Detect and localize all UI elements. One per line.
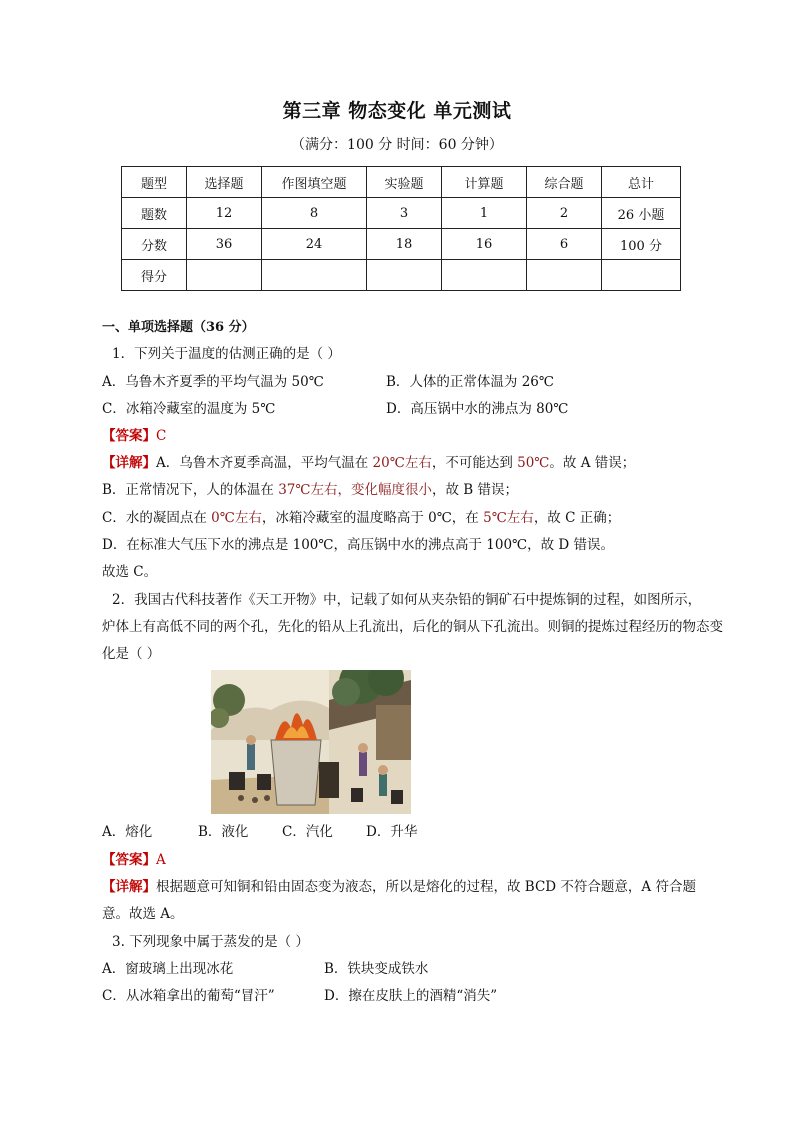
- illustration-svg: [211, 670, 411, 814]
- q3-option-c: C．从冰箱拿出的葡萄“冒汗”: [102, 988, 275, 1004]
- table-cell: 8: [262, 198, 367, 229]
- table-cell: 12: [187, 198, 262, 229]
- q1-conclusion: 故选 C。: [102, 564, 158, 580]
- detail-text: ，故 C 正确；: [533, 510, 621, 526]
- q1-detail-line-1: [102, 453, 635, 473]
- detail-label: 【详解】: [102, 879, 156, 895]
- page-title: 第三章 物态变化 单元测试: [282, 100, 512, 122]
- table-cell: 24: [262, 229, 367, 260]
- score-input-cell[interactable]: [527, 260, 602, 291]
- detail-text: ，故 B 错误；: [432, 482, 519, 498]
- q2-option-d: D．升华: [366, 824, 418, 840]
- q3-option-a: A．窗玻璃上出现冰花: [102, 961, 234, 977]
- q1-detail-line-3: [102, 508, 620, 528]
- detail-text: 根据题意可知铜和铅由固态变为液态，所以是熔化的过程，故 BCD 不符合题意，A 符合题: [156, 879, 696, 895]
- score-table: [121, 166, 681, 291]
- detail-label: 【详解】: [102, 455, 156, 471]
- table-header-cell: 实验题: [367, 167, 442, 198]
- table-header-cell: 作图填空题: [262, 167, 367, 198]
- table-cell: 100 分: [602, 229, 681, 260]
- score-input-cell[interactable]: [262, 260, 367, 291]
- detail-text: C．水的凝固点在: [102, 510, 212, 526]
- q1-option-a: A．乌鲁木齐夏季的平均气温为 50℃: [102, 374, 324, 390]
- table-cell: 分数: [122, 229, 187, 260]
- q2-option-a: A．熔化: [102, 824, 153, 840]
- answer-value: A: [156, 852, 166, 868]
- table-cell: 得分: [122, 260, 187, 291]
- table-cell: 36: [187, 229, 262, 260]
- table-cell: 16: [442, 229, 527, 260]
- table-header-cell: 综合题: [527, 167, 602, 198]
- q1-option-b: B．人体的正常体温为 26℃: [386, 374, 554, 390]
- table-cell: 18: [367, 229, 442, 260]
- question-2-stem-line-2: 炉体上有高低不同的两个孔，先化的铅从上孔流出，后化的铜从下孔流出。则铜的提炼过程经历的物态变: [102, 619, 723, 635]
- q1-option-c: C．冰箱冷藏室的温度为 5℃: [102, 401, 276, 417]
- score-input-cell[interactable]: [442, 260, 527, 291]
- q2-option-b: B．液化: [198, 824, 249, 840]
- answer-label: 【答案】: [102, 428, 156, 444]
- detail-text: 。故 A 错误；: [549, 455, 636, 471]
- q1-detail-line-4: D．在标准大气压下水的沸点是 100℃，高压锅中水的沸点高于 100℃，故 D 错误。: [102, 537, 615, 553]
- q1-option-d: D．高压锅中水的沸点为 80℃: [386, 401, 569, 417]
- q1-answer: [102, 426, 166, 446]
- table-row: [122, 260, 681, 291]
- table-cell: 3: [367, 198, 442, 229]
- section-heading: 一、单项选择题（36 分）: [102, 320, 255, 335]
- question-2-stem-line-3: 化是（ ）: [102, 646, 161, 662]
- question-3-stem: 3. 下列现象中属于蒸发的是（ ）: [112, 934, 309, 950]
- copper-smelting-illustration: [211, 670, 411, 814]
- table-header-cell: 总计: [602, 167, 681, 198]
- score-input-cell[interactable]: [187, 260, 262, 291]
- question-2-stem-line-1: 2．我国古代科技著作《天工开物》中，记载了如何从夹杂铅的铜矿石中提炼铜的过程，如图所示，: [112, 592, 702, 608]
- detail-text: ，不可能达到: [431, 455, 518, 471]
- answer-label: 【答案】: [102, 852, 156, 868]
- table-row: [122, 229, 681, 260]
- detail-highlight: 5℃左右: [483, 510, 534, 526]
- table-header-cell: 题型: [122, 167, 187, 198]
- page-subtitle: （满分：100 分 时间：60 分钟）: [291, 137, 503, 153]
- q2-answer: [102, 850, 166, 870]
- detail-highlight: 50℃: [517, 455, 550, 471]
- detail-highlight: 0℃左右: [211, 510, 262, 526]
- table-row: [122, 198, 681, 229]
- q3-option-b: B．铁块变成铁水: [324, 961, 429, 977]
- detail-highlight: 37℃左右，变化幅度很小: [278, 482, 432, 498]
- table-cell: 题数: [122, 198, 187, 229]
- q2-option-c: C．汽化: [282, 824, 333, 840]
- table-row: [122, 167, 681, 198]
- table-cell: 6: [527, 229, 602, 260]
- score-input-cell[interactable]: [367, 260, 442, 291]
- q1-detail-line-2: [102, 480, 518, 500]
- table-header-cell: 选择题: [187, 167, 262, 198]
- detail-text: ，冰箱冷藏室的温度略高于 0℃，在: [261, 510, 484, 526]
- detail-text: B．正常情况下，人的体温在: [102, 482, 279, 498]
- answer-value: C: [156, 428, 167, 444]
- question-1-stem: 1．下列关于温度的估测正确的是（ ）: [112, 346, 341, 362]
- table-cell: 1: [442, 198, 527, 229]
- table-cell: 2: [527, 198, 602, 229]
- table-header-cell: 计算题: [442, 167, 527, 198]
- q2-detail-line-2: 意。故选 A。: [102, 906, 184, 922]
- score-input-cell[interactable]: [602, 260, 681, 291]
- table-cell: 26 小题: [602, 198, 681, 229]
- q3-option-d: D．擦在皮肤上的酒精“消失”: [324, 988, 498, 1004]
- q2-detail-line-1: [102, 877, 696, 897]
- detail-highlight: 20℃左右: [372, 455, 432, 471]
- detail-text: A．乌鲁木齐夏季高温，平均气温在: [156, 455, 373, 471]
